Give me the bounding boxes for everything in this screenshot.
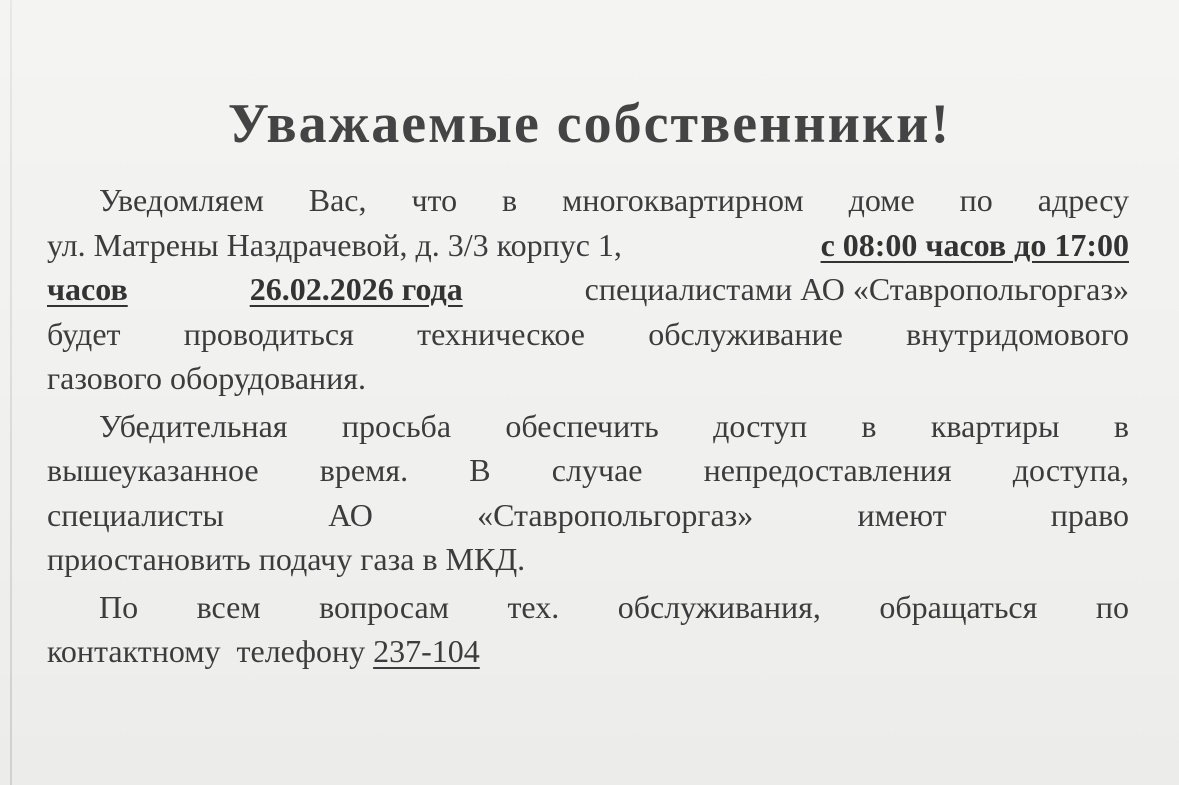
- word: всем: [196, 588, 261, 625]
- word: случае: [551, 452, 643, 488]
- paragraph-maintenance: [47, 178, 1129, 401]
- word: в: [1113, 407, 1129, 444]
- word: «Ставропольгоргаз»: [477, 496, 754, 533]
- word: обеспечить: [505, 407, 659, 444]
- notice-body: [47, 178, 1129, 674]
- p1-line-3: [47, 267, 1129, 312]
- word: В: [469, 452, 491, 488]
- contact-phone: 237-104: [373, 633, 480, 669]
- word: что: [411, 182, 458, 218]
- word: обслуживание: [648, 315, 843, 352]
- word: в: [861, 407, 877, 444]
- contact-label: контактному телефону: [47, 633, 366, 669]
- p2-line-3: [47, 493, 1129, 538]
- paragraph-contact: [47, 585, 1129, 674]
- word: право: [1050, 496, 1129, 533]
- word: квартиры: [930, 407, 1060, 444]
- maintenance-date: 26.02.2026 года: [249, 271, 463, 307]
- word: в: [502, 182, 518, 218]
- word: адресу: [1037, 182, 1129, 218]
- word: внутридомового: [906, 315, 1129, 352]
- p1-line-2: [47, 223, 1129, 268]
- word: проводиться: [183, 315, 354, 352]
- word: вышеуказанное: [47, 452, 259, 488]
- p2-line-1: [47, 404, 1129, 449]
- word: по: [1095, 588, 1129, 625]
- paragraph-access-request: [47, 404, 1129, 582]
- word: Вас,: [308, 182, 367, 218]
- word: тех.: [507, 588, 560, 625]
- word: обращаться: [879, 588, 1038, 625]
- word: техническое: [417, 315, 585, 352]
- p1-line-5: газового оборудования.: [47, 360, 366, 396]
- word: доме: [848, 182, 915, 218]
- word: По: [99, 588, 139, 625]
- word: имеют: [857, 496, 947, 533]
- word: доступа,: [1012, 452, 1129, 488]
- time-range: с 08:00 часов до 17:00: [820, 226, 1129, 263]
- word: время.: [319, 452, 409, 488]
- company-text: специалистами АО «Ставропольгоргаз»: [584, 271, 1129, 307]
- word: АО: [328, 496, 373, 533]
- word: специалисты: [47, 496, 225, 533]
- p3-line-1: [47, 585, 1129, 630]
- word: просьба: [341, 407, 452, 444]
- address-text: ул. Матрены Наздрачевой, д. 3/3 корпус 1,: [47, 226, 622, 263]
- p2-line-4: приостановить подачу газа в МКД.: [47, 541, 526, 577]
- word: будет: [47, 315, 121, 352]
- word: по: [959, 182, 993, 218]
- word: Убедительная: [99, 407, 288, 444]
- word: непредоставления: [703, 452, 952, 488]
- p1-line-1: [47, 178, 1129, 223]
- p2-line-2: [47, 448, 1129, 493]
- notice-title: Уважаемые собственники!: [227, 93, 952, 155]
- word: доступ: [713, 407, 808, 444]
- word: Уведомляем: [99, 182, 264, 218]
- word: вопросам: [319, 588, 449, 625]
- time-range-end: часов: [47, 271, 128, 307]
- p3-line-2: [47, 629, 1129, 674]
- word: обслуживания,: [617, 588, 821, 625]
- p1-line-4: [47, 312, 1129, 357]
- word: многоквартирном: [562, 182, 804, 218]
